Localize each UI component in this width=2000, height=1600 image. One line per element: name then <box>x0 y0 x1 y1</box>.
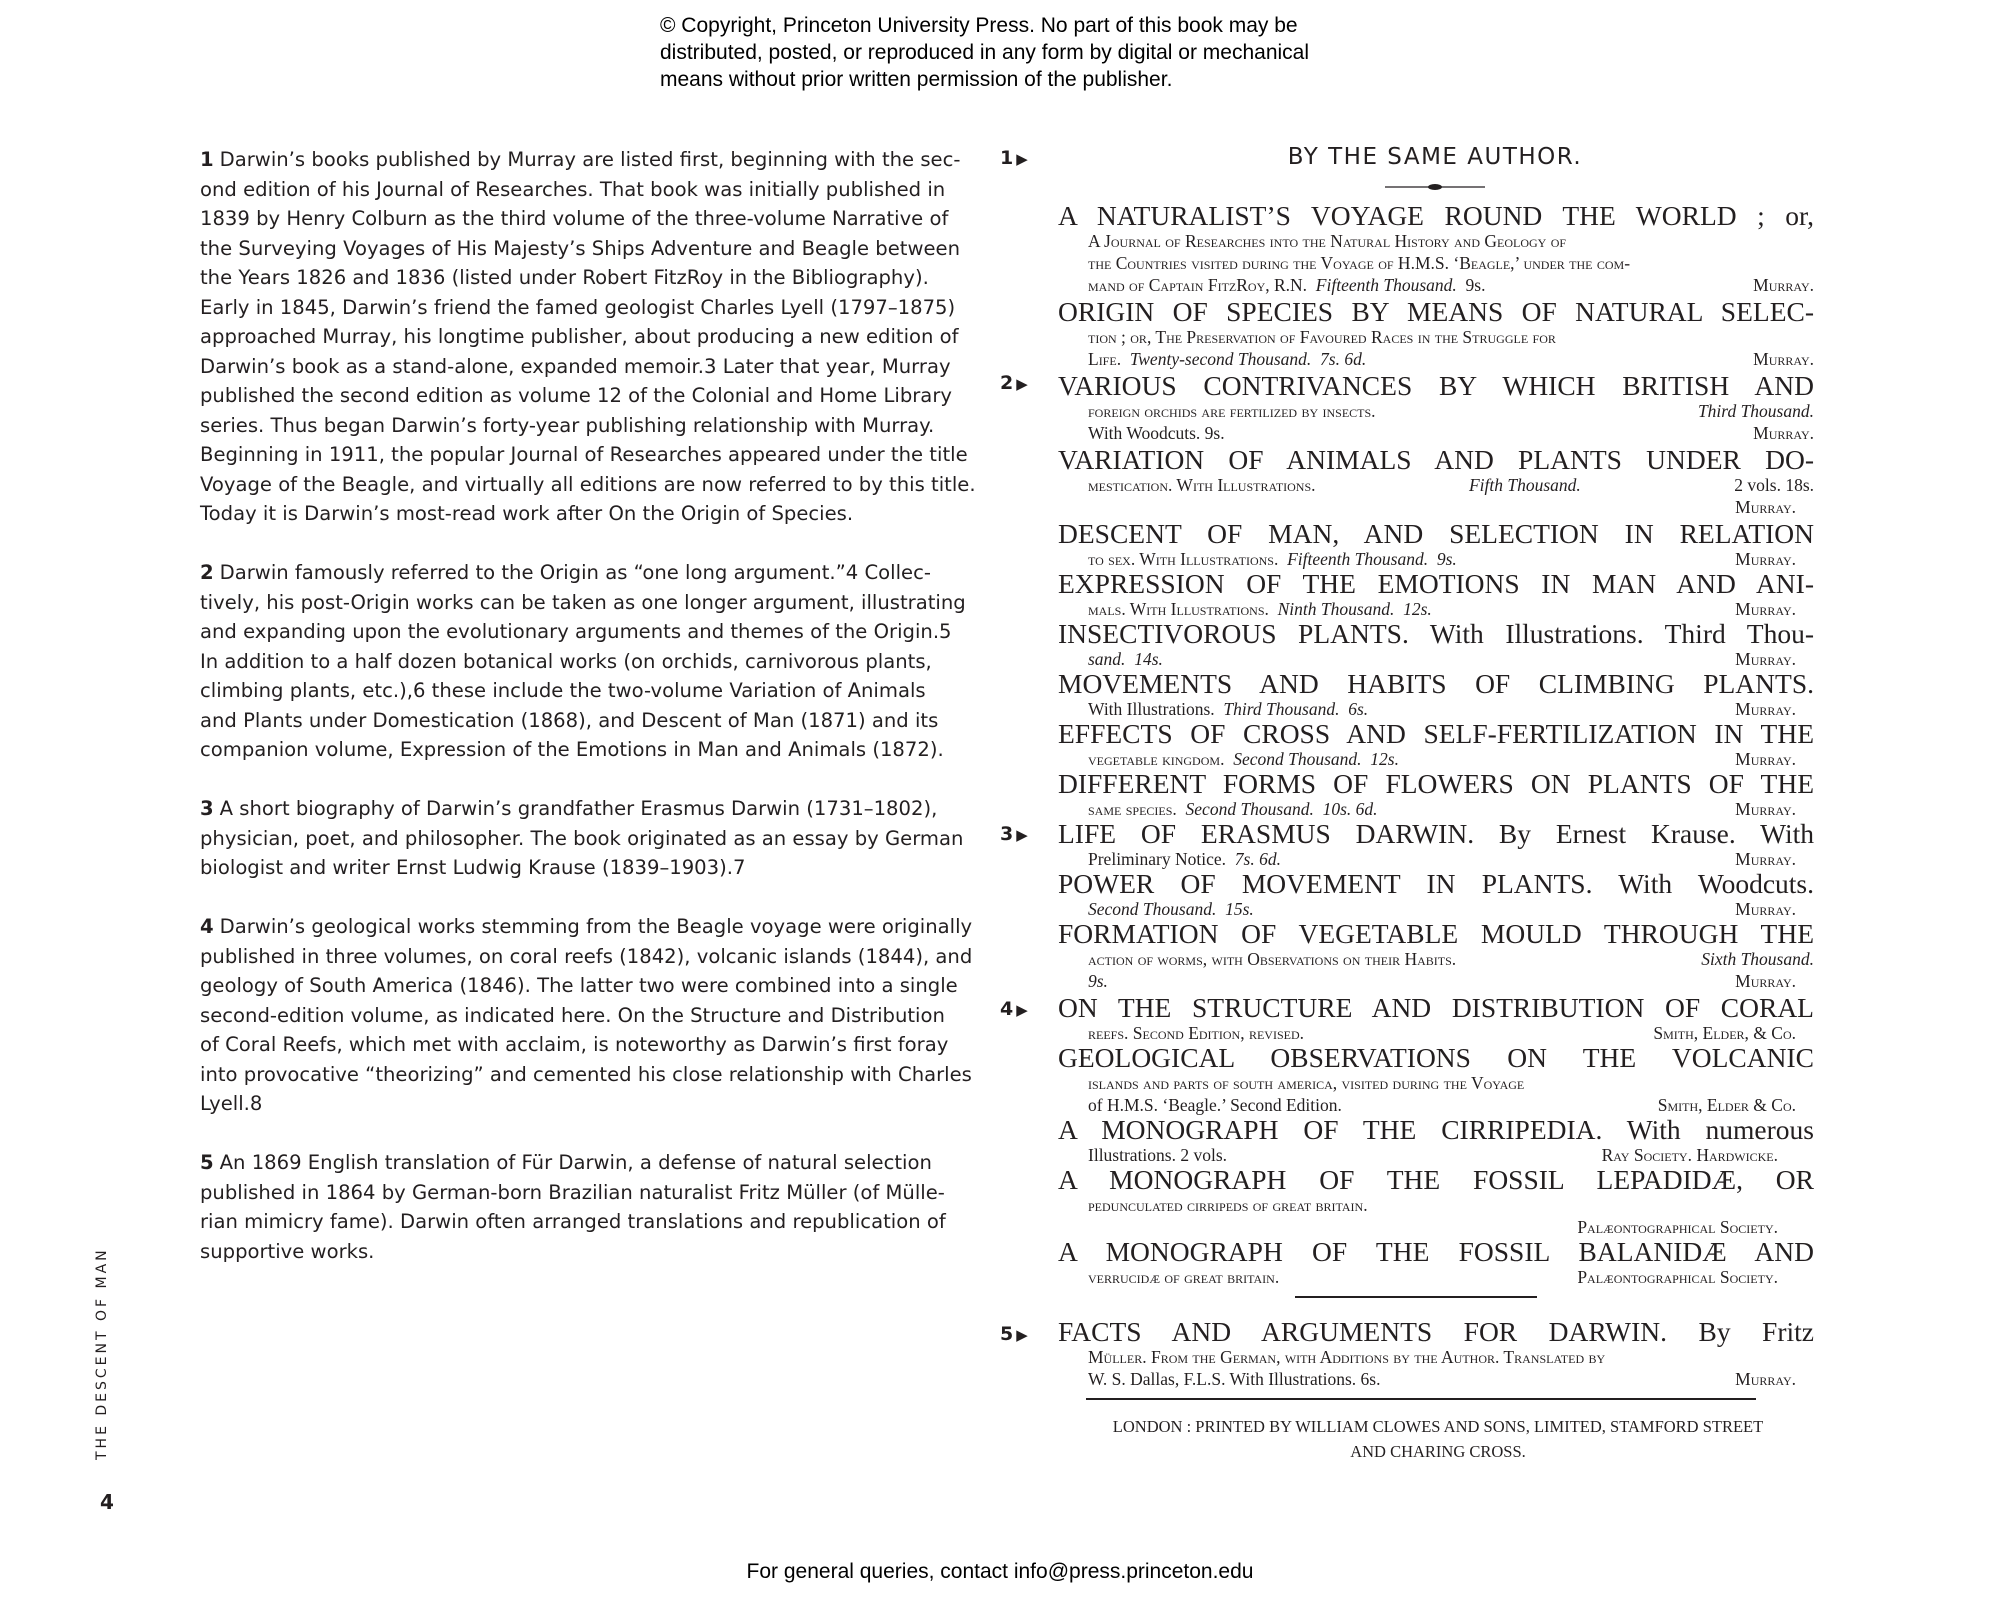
book-details: verrucidæ of great britain. Palæontographical Society. <box>1088 1267 1778 1287</box>
book-details: With Illustrations. Third Thousand. 6s. Murray. <box>1088 699 1796 719</box>
annotation-line: Darwin’s books published by Murray are listed first, beginning with the sec- <box>219 148 961 171</box>
book-title: INSECTIVOROUS PLANTS. With Illustrations. Third Thou- <box>1058 618 1814 649</box>
annotation-line: the Years 1826 and 1836 (listed under Robert FitzRoy in the Bibliography). <box>200 266 929 289</box>
annotation-line: geology of South America (1846). The latter two were combined into a single <box>200 974 958 997</box>
annotation-line: Lyell.8 <box>200 1092 263 1115</box>
annotation-line: and Plants under Domestication (1868), and Descent of Man (1871) and its <box>200 708 939 732</box>
book-title: GEOLOGICAL OBSERVATIONS ON THE VOLCANIC <box>1058 1042 1814 1073</box>
imprint-line: LONDON : PRINTED BY WILLIAM CLOWES AND SONS, LIMITED, STAMFORD STREET <box>1112 1417 1764 1436</box>
book-title: A MONOGRAPH OF THE CIRRIPEDIA. With numerous <box>1058 1114 1814 1145</box>
copyright-line: means without prior written permission of the publisher. <box>660 68 1173 91</box>
book-details: 9s. Murray. <box>1088 971 1796 991</box>
note-number: 2 <box>200 561 214 584</box>
note-marker-4: 4 ▶ <box>1000 998 1028 1020</box>
annotation-line: Today it is Darwin’s most-read work after On the Origin of Species. <box>200 502 854 525</box>
imprint-line: AND CHARING CROSS. <box>1350 1442 1526 1461</box>
annotation-line: companion volume, Expression of the Emotions in Man and Animals (1872). <box>200 738 944 761</box>
book-title: EXPRESSION OF THE EMOTIONS IN MAN AND ANI- <box>1058 568 1814 599</box>
book-title: A MONOGRAPH OF THE FOSSIL LEPADIDÆ, OR <box>1058 1164 1814 1195</box>
footer-contact: For general queries, contact info@press.princeton.edu <box>746 1560 1254 1583</box>
book-subtitle: mestication. With Illustrations. Fifth Thousand. 2 vols. 18s. <box>1088 475 1814 495</box>
annotation-line: published in 1864 by German-born Brazilian naturalist Fritz Müller (of Mülle- <box>200 1180 945 1204</box>
printer-imprint <box>1060 1414 1816 1464</box>
copyright-line: distributed, posted, or reproduced in any form by digital or mechanical <box>660 41 1310 64</box>
book-details: mand of Captain FitzRoy, R.N. Fifteenth Thousand. 9s. Murray. <box>1088 275 1814 295</box>
annotation-note-4 <box>200 912 973 1119</box>
book-title: VARIOUS CONTRIVANCES BY WHICH BRITISH AND <box>1058 370 1814 401</box>
annotation-line: rian mimicry fame). Darwin often arranged translations and republication of <box>200 1210 946 1233</box>
book-title: VARIATION OF ANIMALS AND PLANTS UNDER DO- <box>1058 444 1814 475</box>
arrow-right-icon: ▶ <box>1016 150 1028 168</box>
book-subtitle: Müller. From the German, with Additions by the Author. Translated by <box>1088 1347 1606 1367</box>
book-title: ON THE STRUCTURE AND DISTRIBUTION OF CORAL <box>1058 992 1814 1023</box>
book-details: Palæontographical Society. <box>1577 1217 1778 1237</box>
note-number: 1 <box>200 148 214 171</box>
facsimile-heading: BY THE SAME AUTHOR. <box>1287 144 1583 170</box>
annotation-note-2 <box>200 558 966 765</box>
annotation-line: Darwin’s geological works stemming from the Beagle voyage were originally <box>219 915 973 938</box>
book-title: LIFE OF ERASMUS DARWIN. By Ernest Krause. With <box>1058 818 1814 849</box>
annotation-line: A short biography of Darwin’s grandfather Erasmus Darwin (1731–1802), <box>219 797 938 820</box>
book-subtitle: islands and parts of south america, visited during the Voyage <box>1088 1073 1525 1093</box>
book-details: Illustrations. 2 vols. Ray Society. Hardwicke. <box>1088 1145 1778 1165</box>
note-marker-1: 1 ▶ <box>1000 147 1028 169</box>
imprint-rule <box>1086 1398 1756 1400</box>
book-subtitle: action of worms, with Observations on their Habits. Sixth Thousand. <box>1088 949 1814 969</box>
book-details: reefs. Second Edition, revised. Smith, Elder, & Co. <box>1088 1023 1796 1043</box>
annotation-line: and expanding upon the evolutionary arguments and themes of the Origin.5 <box>200 620 952 643</box>
annotation-line: climbing plants, etc.),6 these include the two-volume Variation of Animals <box>200 679 926 702</box>
book-subtitle: the Countries visited during the Voyage of H.M.S. ‘Beagle,’ under the com- <box>1088 253 1631 273</box>
book-title: MOVEMENTS AND HABITS OF CLIMBING PLANTS. <box>1058 668 1814 699</box>
annotation-line: approached Murray, his longtime publisher, about producing a new edition of <box>200 325 959 348</box>
book-subtitle: A Journal of Researches into the Natural History and Geology of <box>1088 231 1567 251</box>
book-details: With Woodcuts. 9s. Murray. <box>1088 423 1814 443</box>
book-details: vegetable kingdom. Second Thousand. 12s. Murray. <box>1088 749 1796 769</box>
annotation-note-1 <box>200 145 976 529</box>
annotation-line: 1839 by Henry Colburn as the third volume of the three-volume Narrative of <box>200 207 949 230</box>
annotation-line: published the second edition as volume 12 of the Colonial and Home Library <box>200 384 952 407</box>
annotation-line: Beginning in 1911, the popular Journal of Researches appeared under the title <box>200 443 968 466</box>
page-number: 4 <box>100 1490 114 1514</box>
book-details: to sex. With Illustrations. Fifteenth Thousand. 9s. Murray. <box>1088 549 1796 569</box>
copyright-line: © Copyright, Princeton University Press. No part of this book may be <box>660 14 1298 37</box>
annotation-line: biologist and writer Ernst Ludwig Krause (1839–1903).7 <box>200 856 746 879</box>
annotation-line: of Coral Reefs, which met with acclaim, is noteworthy as Darwin’s first foray <box>200 1033 949 1056</box>
facsimile-book-list <box>1058 0 1814 1600</box>
annotation-line: tively, his post-Origin works can be taken as one longer argument, illustrating <box>200 590 966 614</box>
annotation-line: ond edition of his Journal of Researches. That book was initially published in <box>200 177 946 201</box>
book-details: Second Thousand. 15s. Murray. <box>1088 899 1796 919</box>
annotation-line: series. Thus began Darwin’s forty-year publishing relationship with Murray. <box>200 413 935 437</box>
book-subtitle: tion ; or, The Preservation of Favoured Races in the Struggle for <box>1088 327 1556 347</box>
annotation-line: second-edition volume, as indicated here. On the Structure and Distribution <box>200 1003 945 1027</box>
note-marker-2: 2 ▶ <box>1000 372 1028 394</box>
book-subtitle: foreign orchids are fertilized by insects. Third Thousand. <box>1088 401 1814 421</box>
annotation-line: In addition to a half dozen botanical works (on orchids, carnivorous plants, <box>200 649 932 673</box>
book-subtitle: pedunculated cirripeds of great britain. <box>1088 1195 1368 1215</box>
book-details: same species. Second Thousand. 10s. 6d. Murray. <box>1088 799 1796 819</box>
annotation-line: Darwin’s book as a stand-alone, expanded memoir.3 Later that year, Murray <box>200 354 951 378</box>
annotation-line: published in three volumes, on coral reefs (1842), volcanic islands (1844), and <box>200 944 973 968</box>
book-title: DESCENT OF MAN, AND SELECTION IN RELATION <box>1058 518 1814 549</box>
note-markers <box>1000 0 1040 1600</box>
annotation-line: supportive works. <box>200 1239 375 1263</box>
book-details: mals. With Illustrations. Ninth Thousand. 12s. Murray. <box>1088 599 1796 619</box>
annotation-note-5 <box>200 1148 960 1266</box>
book-details: W. S. Dallas, F.L.S. With Illustrations. 6s. Murray. <box>1088 1369 1796 1389</box>
arrow-right-icon: ▶ <box>1016 1001 1028 1019</box>
book-details: of H.M.S. ‘Beagle.’ Second Edition. Smith, Elder & Co. <box>1088 1095 1796 1115</box>
section-rule <box>1295 1296 1537 1298</box>
running-title: THE DESCENT OF MAN <box>94 1247 110 1460</box>
book-title: ORIGIN OF SPECIES BY MEANS OF NATURAL SELEC- <box>1058 296 1814 327</box>
annotation-line: Darwin famously referred to the Origin as “one long argument.”4 Collec- <box>219 561 931 584</box>
note-number: 4 <box>200 915 214 938</box>
note-marker-3: 3 ▶ <box>1000 823 1028 845</box>
book-details: Murray. <box>1735 497 1796 517</box>
book-details: Preliminary Notice. 7s. 6d. Murray. <box>1088 849 1796 869</box>
book-title: EFFECTS OF CROSS AND SELF-FERTILIZATION IN THE <box>1058 718 1814 749</box>
annotation-line: into provocative “theorizing” and cemented his close relationship with Charles <box>200 1062 972 1086</box>
book-title: POWER OF MOVEMENT IN PLANTS. With Woodcuts. <box>1058 868 1814 899</box>
book-title: DIFFERENT FORMS OF FLOWERS ON PLANTS OF THE <box>1058 768 1814 799</box>
annotation-line: physician, poet, and philosopher. The book originated as an essay by German <box>200 826 964 850</box>
book-title: A MONOGRAPH OF THE FOSSIL BALANIDÆ AND <box>1058 1236 1814 1267</box>
arrow-right-icon: ▶ <box>1016 826 1028 844</box>
book-title: FACTS AND ARGUMENTS FOR DARWIN. By Fritz <box>1058 1316 1814 1347</box>
note-number: 5 <box>200 1151 214 1174</box>
book-details: sand. 14s. Murray. <box>1088 649 1796 669</box>
annotation-line: An 1869 English translation of Für Darwin, a defense of natural selection <box>219 1151 932 1174</box>
note-number: 3 <box>200 797 214 820</box>
arrow-right-icon: ▶ <box>1016 1326 1028 1344</box>
annotation-note-3 <box>200 794 964 883</box>
book-details: Life. Twenty-second Thousand. 7s. 6d. Murray. <box>1088 349 1814 369</box>
book-title: A NATURALIST’S VOYAGE ROUND THE WORLD ; or, <box>1058 200 1814 231</box>
annotation-line: the Surveying Voyages of His Majesty’s Ships Adventure and Beagle between <box>200 236 960 260</box>
arrow-right-icon: ▶ <box>1016 375 1028 393</box>
annotation-line: Voyage of the Beagle, and virtually all editions are now referred to by this title. <box>200 472 976 496</box>
annotation-column <box>200 145 976 1296</box>
note-marker-5: 5 ▶ <box>1000 1323 1028 1345</box>
book-title: FORMATION OF VEGETABLE MOULD THROUGH THE <box>1058 918 1814 949</box>
annotation-line: Early in 1845, Darwin’s friend the famed geologist Charles Lyell (1797–1875) <box>200 295 956 319</box>
